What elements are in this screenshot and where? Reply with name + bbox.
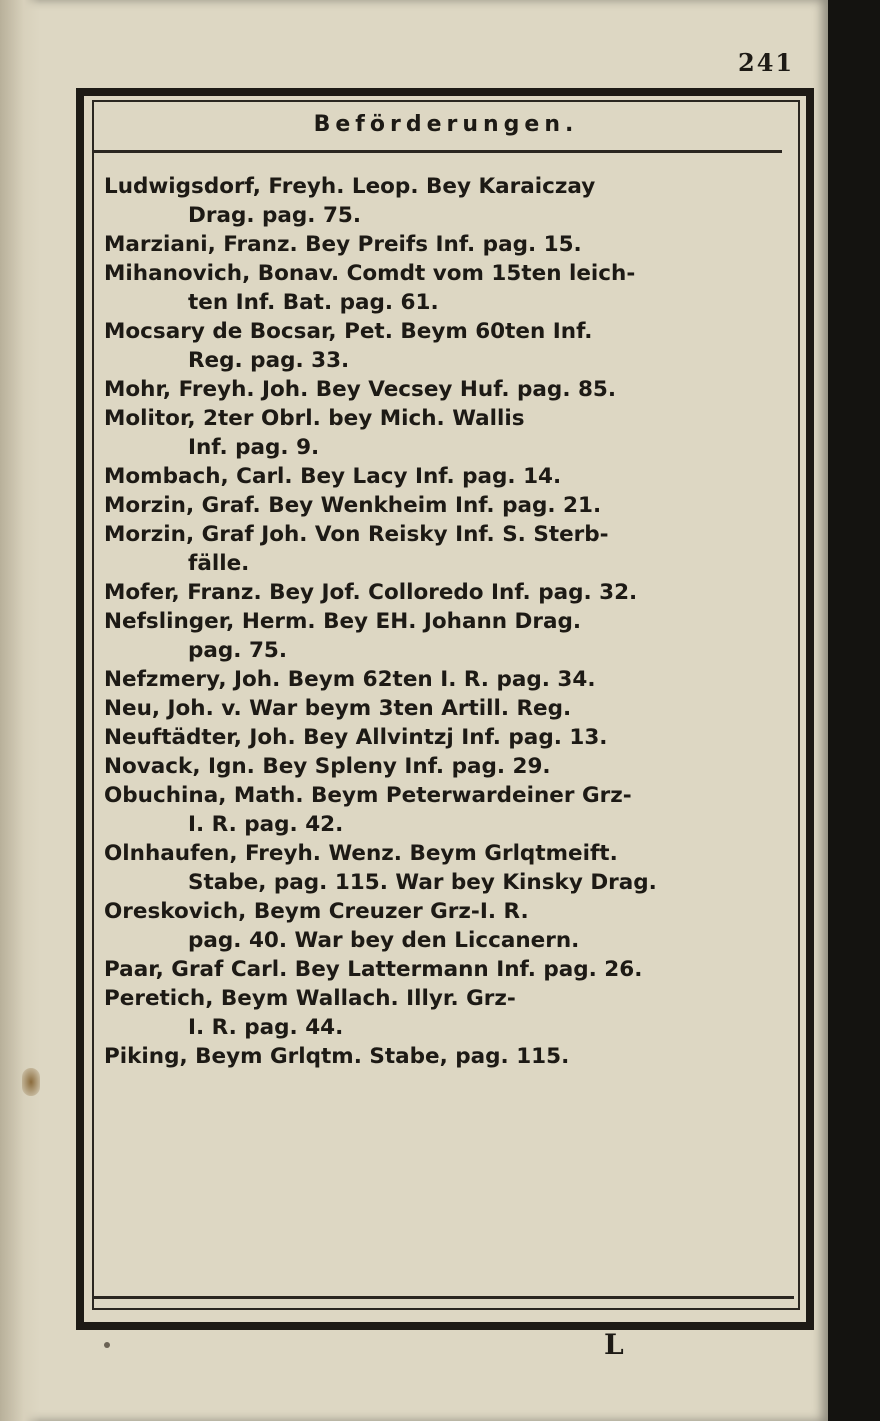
- entry-line: Mocsary de Bocsar, Pet. Beym 60ten Inf.: [104, 319, 593, 344]
- list-item: [104, 897, 794, 955]
- entry-continuation-line: Inf. pag. 9.: [188, 435, 320, 460]
- list-item: [104, 578, 794, 607]
- entry-line: Novack, Ign. Bey Spleny Inf. pag. 29.: [104, 754, 551, 779]
- entry-line: Oreskovich, Beym Creuzer Grz-I. R.: [104, 899, 529, 924]
- entry-line: Mohr, Freyh. Joh. Bey Vecsey Huf. pag. 85.: [104, 377, 617, 402]
- list-item: [104, 1042, 794, 1071]
- list-item: [104, 665, 794, 694]
- entry-line: Marziani, Franz. Bey Preifs Inf. pag. 15.: [104, 232, 582, 257]
- list-item: [104, 404, 794, 462]
- footer-divider: [94, 1296, 794, 1299]
- list-item: [104, 955, 794, 984]
- spine-shadow: [0, 0, 40, 1421]
- printer-signature: L: [604, 1328, 624, 1361]
- list-item: [104, 462, 794, 491]
- section-title: Beförderungen.: [313, 112, 579, 137]
- entry-line: Olnhaufen, Freyh. Wenz. Beym Grlqtmeift.: [104, 841, 618, 866]
- list-item: [104, 491, 794, 520]
- list-item: [104, 375, 794, 404]
- entry-line: Nefslinger, Herm. Bey EH. Johann Drag.: [104, 609, 582, 634]
- entry-line: Nefzmery, Joh. Beym 62ten I. R. pag. 34.: [104, 667, 596, 692]
- entry-continuation-line: pag. 40. War bey den Liccanern.: [188, 928, 580, 953]
- promotions-list: [104, 172, 794, 1071]
- entry-line: Piking, Beym Grlqtm. Stabe, pag. 115.: [104, 1044, 570, 1069]
- entry-continuation-line: I. R. pag. 42.: [188, 812, 344, 837]
- list-item: [104, 694, 794, 723]
- list-item: [104, 781, 794, 839]
- list-item: [104, 984, 794, 1042]
- header-divider: [94, 150, 782, 153]
- list-item: [104, 520, 794, 578]
- entry-continuation-line: pag. 75.: [188, 638, 288, 663]
- list-item: [104, 317, 794, 375]
- list-item: [104, 230, 794, 259]
- entry-line: Neuftädter, Joh. Bey Allvintzj Inf. pag. 13.: [104, 725, 608, 750]
- entry-continuation-line: Drag. pag. 75.: [188, 203, 362, 228]
- entry-continuation-line: I. R. pag. 44.: [188, 1015, 344, 1040]
- entry-continuation-line: Reg. pag. 33.: [188, 348, 350, 373]
- dark-background-edge: [828, 0, 880, 1421]
- entry-line: Molitor, 2ter Obrl. bey Mich. Wallis: [104, 406, 525, 431]
- entry-continuation-line: fälle.: [188, 551, 250, 576]
- page-number: 241: [738, 48, 795, 77]
- section-header: [92, 104, 800, 152]
- list-item: [104, 607, 794, 665]
- entry-line: Obuchina, Math. Beym Peterwardeiner Grz-: [104, 783, 632, 808]
- entry-line: Neu, Joh. v. War beym 3ten Artill. Reg.: [104, 696, 572, 721]
- list-item: [104, 172, 794, 230]
- list-item: [104, 259, 794, 317]
- entry-line: Mihanovich, Bonav. Comdt vom 15ten leich-: [104, 261, 636, 286]
- ink-dot: [104, 1342, 110, 1348]
- entry-line: Morzin, Graf Joh. Von Reisky Inf. S. Sterb-: [104, 522, 609, 547]
- entry-line: Paar, Graf Carl. Bey Lattermann Inf. pag. 26.: [104, 957, 643, 982]
- entry-line: Ludwigsdorf, Freyh. Leop. Bey Karaiczay: [104, 174, 596, 199]
- entry-line: Peretich, Beym Wallach. Illyr. Grz-: [104, 986, 516, 1011]
- entry-line: Mofer, Franz. Bey Jof. Colloredo Inf. pag. 32.: [104, 580, 638, 605]
- list-item: [104, 752, 794, 781]
- list-item: [104, 839, 794, 897]
- paper-stain: [22, 1068, 40, 1096]
- entry-line: Morzin, Graf. Bey Wenkheim Inf. pag. 21.: [104, 493, 602, 518]
- list-item: [104, 723, 794, 752]
- entry-continuation-line: Stabe, pag. 115. War bey Kinsky Drag.: [188, 870, 657, 895]
- entry-line: Mombach, Carl. Bey Lacy Inf. pag. 14.: [104, 464, 562, 489]
- entry-continuation-line: ten Inf. Bat. pag. 61.: [188, 290, 439, 315]
